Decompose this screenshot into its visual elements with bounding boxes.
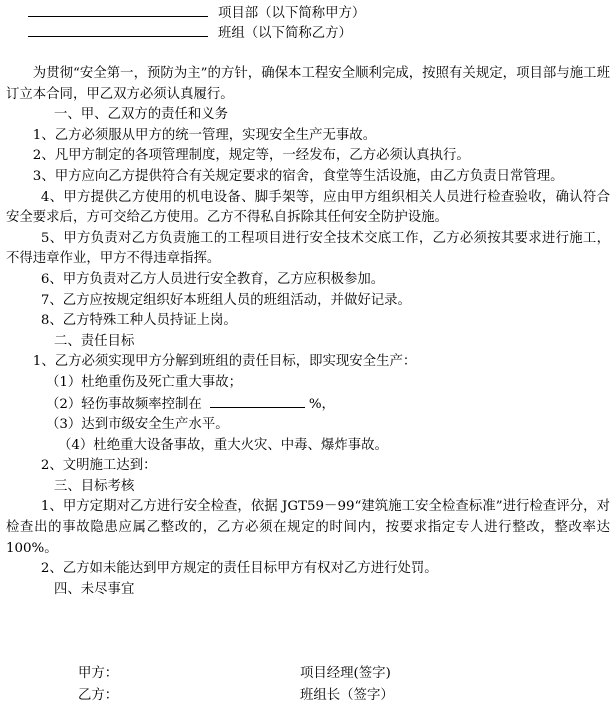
party-a-blank[interactable]: [28, 3, 208, 17]
section-1-item-4: 4、甲方提供乙方使用的机电设备、脚手架等，应由甲方组织相关人员进行检查验收，确认符合安全要求后，方可交给乙方使用。乙方不得私自拆除其任何安全防护设施。: [6, 189, 610, 226]
section-2-sub-4: （4）杜绝重大设备事故，重大火灾、中毒、爆炸事故。: [58, 437, 388, 453]
party-b-label: 班组（以下简称乙方）: [218, 26, 352, 41]
section-2-item-1: 1、乙方必须实现甲方分解到班组的责任目标，即实现安全生产：: [32, 354, 417, 370]
section-3-item-1: 1、甲方定期对乙方进行安全检查，依据 JGT59－99“建筑施工安全检查标准”进行检查评分，对检查出的事故隐患应属乙整改的，乙方必须在规定的时间内，按要求指定专人进行整改，整改率达 100%。: [6, 499, 610, 556]
intro-paragraph: 为贯彻“安全第一，预防为主”的方针，确保本工程安全顺利完成，按照有关规定，项目部与施工班订立本合同，甲乙双方必须认真履行。: [6, 66, 610, 102]
party-b-header: [28, 23, 352, 43]
sub-2-prefix: （2）轻伤事故频率控制在: [46, 396, 202, 412]
project-manager-signature-label: 项目经理(签字): [300, 666, 391, 681]
sub-2-suffix: %，: [308, 396, 335, 412]
section-2-sub-1: （1）杜绝重伤及死亡重大事故；: [46, 374, 242, 390]
section-1-heading: 一、甲、乙双方的责任和义务: [54, 107, 229, 123]
party-a-label: 项目部（以下简称甲方）: [218, 6, 366, 21]
section-2-sub-3: （3）达到市级安全生产水平。: [46, 417, 229, 433]
section-3-item-2: 2、乙方如未能达到甲方规定的责任目标甲方有权对乙方进行处罚。: [40, 561, 438, 577]
signature-row-a: [0, 664, 614, 684]
section-4-heading: 四、未尽事宜: [54, 581, 135, 597]
signature-row-b: [0, 686, 614, 706]
section-2-item-2: 2、文明施工达到：: [40, 458, 157, 474]
section-2-heading: 二、责任目标: [54, 333, 135, 349]
section-1-item-7: 7、乙方应按规定组织好本班组人员的班组活动，并做好记录。: [40, 292, 411, 308]
contract-body: [6, 64, 610, 600]
party-b-blank[interactable]: [28, 23, 208, 37]
section-2-sub-2: [6, 394, 610, 416]
section-1-item-3: 3、甲方应向乙方提供符合有关规定要求的宿舍，食堂等生活设施，由乙方负责日常管理。: [32, 168, 564, 184]
section-1-item-1: 1、乙方必须服从甲方的统一管理，实现安全生产无事故。: [32, 127, 377, 143]
section-1-item-5: 5、甲方负责对乙方负责施工的工程项目进行安全技术交底工作，乙方必须按其要求进行施工，不得违章作业，甲方不得违章指挥。: [6, 230, 610, 267]
party-a-signature-label: 甲方：: [78, 666, 119, 681]
section-1-item-6: 6、甲方负责对乙方人员进行安全教育，乙方应积极参加。: [40, 271, 385, 287]
party-b-signature-label: 乙方：: [78, 688, 119, 703]
party-a-header: [28, 3, 365, 23]
section-3-heading: 三、目标考核: [54, 478, 135, 494]
team-leader-signature-label: 班组长（签字）: [300, 688, 394, 703]
section-1-item-8: 8、乙方特殊工种人员持证上岗。: [40, 313, 237, 329]
injury-rate-blank[interactable]: [210, 394, 305, 408]
section-1-item-2: 2、凡甲方制定的各项管理制度，规定等，一经发布，乙方必须认真执行。: [32, 148, 470, 164]
